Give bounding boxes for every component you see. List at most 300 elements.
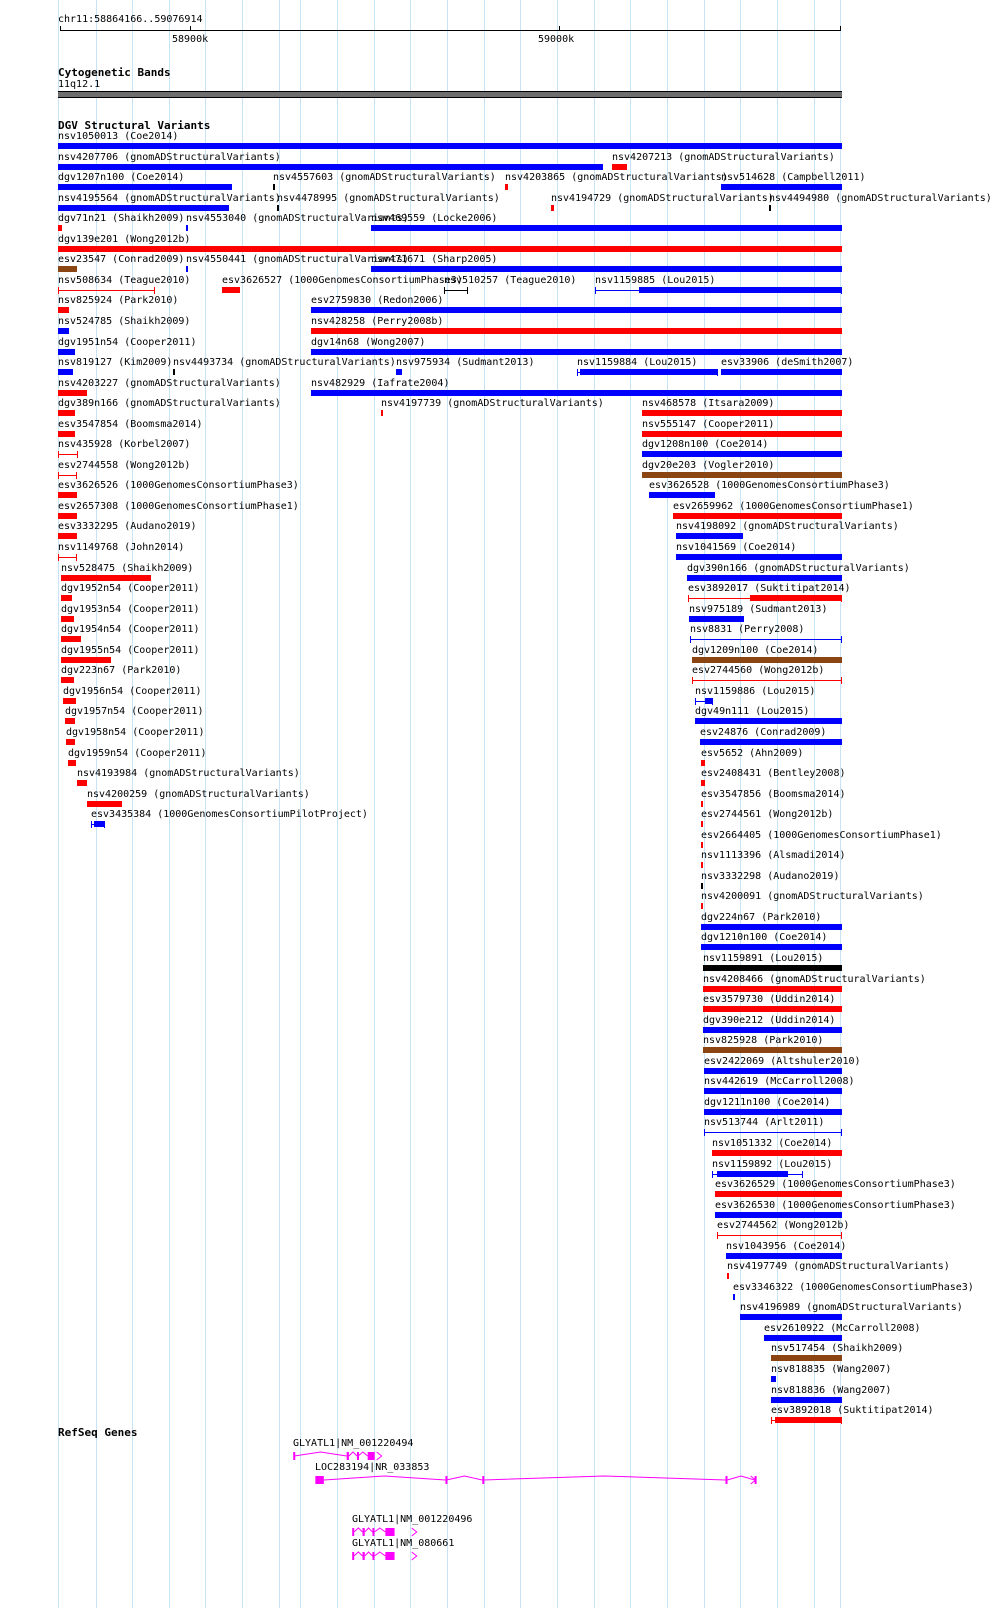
variant-line xyxy=(58,475,77,476)
variant-endcap xyxy=(712,1171,713,1178)
variant-label: esv24876 (Conrad2009) xyxy=(700,727,827,738)
variant-label: nsv482929 (Iafrate2004) xyxy=(311,378,450,389)
variant-bar xyxy=(222,287,240,293)
variant-bar xyxy=(715,1212,842,1218)
variant-bar xyxy=(642,451,842,457)
variant-label: esv3435384 (1000GenomesConsortiumPilotProject) xyxy=(91,809,368,820)
variant-bar xyxy=(704,1088,842,1094)
strand-arrow xyxy=(412,1528,417,1536)
variant-endcap xyxy=(467,287,468,294)
band-label: 11q12.1 xyxy=(58,79,101,90)
variant-endcap xyxy=(77,451,78,458)
variant-endcap xyxy=(802,1171,803,1178)
variant-bar xyxy=(612,164,627,170)
variant-endcap xyxy=(690,636,691,643)
variant-label: nsv1159891 (Lou2015) xyxy=(703,953,824,964)
variant-label: nsv4193984 (gnomADStructuralVariants) xyxy=(77,768,300,779)
variant-bar xyxy=(63,698,76,704)
variant-label: nsv4200259 (gnomADStructuralVariants) xyxy=(87,789,310,800)
variant-label: dgv1211n100 (Coe2014) xyxy=(704,1097,831,1108)
variant-label: esv3547854 (Boomsma2014) xyxy=(58,419,203,430)
variant-bar xyxy=(712,1150,842,1156)
variant-bar xyxy=(68,760,76,766)
ruler-tick-label: 59000k xyxy=(538,34,575,45)
variant-bar xyxy=(58,307,69,313)
intron xyxy=(447,1476,483,1480)
variant-label: esv2657308 (1000GenomesConsortiumPhase1) xyxy=(58,501,299,512)
variant-bar xyxy=(311,307,842,313)
grid-line xyxy=(594,0,595,1608)
exon xyxy=(372,1528,374,1536)
grid-line xyxy=(557,0,558,1608)
variant-bar xyxy=(87,801,122,807)
variant-bar xyxy=(273,184,275,190)
variant-bar xyxy=(703,1047,842,1053)
ruler-tick xyxy=(559,26,560,31)
variant-bar xyxy=(703,1006,842,1012)
gene-label[interactable]: GLYATL1|NM_080661 xyxy=(352,1538,455,1549)
variant-bar xyxy=(58,369,73,375)
variant-label: nsv1041569 (Coe2014) xyxy=(676,542,797,553)
variant-bar xyxy=(65,718,75,724)
variant-label: nsv4197749 (gnomADStructuralVariants) xyxy=(727,1261,950,1272)
variant-label: nsv1159885 (Lou2015) xyxy=(595,275,716,286)
variant-bar xyxy=(687,575,842,581)
variant-bar xyxy=(551,205,554,211)
variant-bar xyxy=(58,246,842,252)
variant-endcap xyxy=(595,287,596,294)
variant-bar xyxy=(769,205,771,211)
variant-label: dgv224n67 (Park2010) xyxy=(701,912,822,923)
variant-bar xyxy=(505,184,508,190)
variant-bar xyxy=(61,657,111,663)
variant-label: esv2744558 (Wong2012b) xyxy=(58,460,191,471)
variant-label: dgv390n166 (gnomADStructuralVariants) xyxy=(687,563,910,574)
variant-label: nsv818836 (Wang2007) xyxy=(771,1385,892,1396)
gene-label[interactable]: LOC283194|NR_033853 xyxy=(315,1462,430,1473)
exon xyxy=(315,1476,323,1484)
variant-bar xyxy=(701,944,842,950)
cytoband-bar[interactable] xyxy=(58,91,842,98)
variant-label: dgv1207n100 (Coe2014) xyxy=(58,172,185,183)
variant-endcap xyxy=(154,287,155,294)
variant-bar xyxy=(186,266,188,272)
variant-bar xyxy=(94,821,105,827)
variant-bar xyxy=(61,595,72,601)
variant-label: esv3626528 (1000GenomesConsortiumPhase3) xyxy=(649,480,890,491)
variant-label: nsv471671 (Sharp2005) xyxy=(371,254,498,265)
variant-label: esv2659962 (1000GenomesConsortiumPhase1) xyxy=(673,501,914,512)
variant-bar xyxy=(186,225,188,231)
variant-label: dgv1957n54 (Cooper2011) xyxy=(65,706,204,717)
variant-label: dgv1210n100 (Coe2014) xyxy=(701,932,828,943)
variant-label: nsv4208466 (gnomADStructuralVariants) xyxy=(703,974,926,985)
intron xyxy=(483,1476,725,1480)
variant-endcap xyxy=(712,698,713,705)
variant-label: esv5652 (Ahn2009) xyxy=(701,748,804,759)
grid-line xyxy=(704,0,705,1608)
variant-label: esv3547856 (Boomsma2014) xyxy=(701,789,846,800)
ruler-tick xyxy=(840,26,841,31)
variant-bar xyxy=(61,616,74,622)
variant-label: nsv4197739 (gnomADStructuralVariants) xyxy=(381,398,604,409)
variant-label: nsv1051332 (Coe2014) xyxy=(712,1138,833,1149)
variant-bar xyxy=(701,780,705,786)
variant-label: nsv4194729 (gnomADStructuralVariants) xyxy=(551,193,774,204)
exon xyxy=(357,1452,359,1460)
exon xyxy=(352,1552,354,1560)
grid-line xyxy=(300,0,301,1608)
variant-label: esv2744561 (Wong2012b) xyxy=(701,809,834,820)
variant-label: dgv1958n54 (Cooper2011) xyxy=(66,727,205,738)
variant-label: esv3332295 (Audano2019) xyxy=(58,521,197,532)
variant-label: esv2744562 (Wong2012b) xyxy=(717,1220,850,1231)
variant-endcap xyxy=(688,595,689,602)
intron xyxy=(349,1452,357,1456)
variant-bar xyxy=(715,1191,842,1197)
intron xyxy=(324,1476,446,1480)
variant-bar xyxy=(311,349,842,355)
variant-label: nsv510257 (Teague2010) xyxy=(444,275,577,286)
exon xyxy=(482,1476,484,1484)
variant-label: nsv1159892 (Lou2015) xyxy=(712,1159,833,1170)
variant-line xyxy=(58,454,78,455)
gene-model[interactable] xyxy=(352,1552,416,1560)
track-title: DGV Structural Variants xyxy=(58,119,211,132)
gene-label[interactable]: GLYATL1|NM_001220496 xyxy=(352,1514,473,1525)
grid-line xyxy=(667,0,668,1608)
exon xyxy=(363,1552,365,1560)
intron xyxy=(294,1452,346,1456)
variant-label: nsv4494980 (gnomADStructuralVariants) xyxy=(769,193,992,204)
variant-label: dgv1209n100 (Coe2014) xyxy=(692,645,819,656)
variant-bar xyxy=(61,575,151,581)
variant-label: nsv514628 (Campbell2011) xyxy=(721,172,866,183)
variant-bar xyxy=(277,205,279,211)
variant-bar xyxy=(733,1294,735,1300)
variant-label: esv3626527 (1000GenomesConsortiumPhase3) xyxy=(222,275,463,286)
variant-label: nsv3332298 (Audano2019) xyxy=(701,871,840,882)
variant-label: dgv14n68 (Wong2007) xyxy=(311,337,426,348)
variant-label: nsv4200091 (gnomADStructuralVariants) xyxy=(701,891,924,902)
variant-label: nsv4478995 (gnomADStructuralVariants) xyxy=(277,193,500,204)
variant-bar xyxy=(727,1273,729,1279)
variant-label: nsv524785 (Shaikh2009) xyxy=(58,316,191,327)
variant-endcap xyxy=(841,1129,842,1136)
variant-label: nsv825924 (Park2010) xyxy=(58,295,179,306)
variant-label: esv3892018 (Suktitipat2014) xyxy=(771,1405,934,1416)
intron xyxy=(354,1528,362,1532)
variant-line xyxy=(704,1132,842,1133)
variant-bar xyxy=(58,390,87,396)
variant-label: esv2759830 (Redon2006) xyxy=(311,295,444,306)
variant-label: nsv825928 (Park2010) xyxy=(703,1035,824,1046)
variant-bar xyxy=(642,431,842,437)
variant-label: dgv71n21 (Shaikh2009) xyxy=(58,213,185,224)
variant-label: nsv1113396 (Alsmadi2014) xyxy=(701,850,846,861)
variant-endcap xyxy=(91,821,92,828)
variant-bar xyxy=(58,205,229,211)
variant-label: dgv1951n54 (Cooper2011) xyxy=(58,337,197,348)
variant-bar xyxy=(58,328,69,334)
variant-bar xyxy=(775,1417,842,1423)
gene-label[interactable]: GLYATL1|NM_001220494 xyxy=(293,1438,414,1449)
intron xyxy=(354,1552,362,1556)
exon xyxy=(347,1452,349,1460)
variant-bar xyxy=(695,718,842,724)
intron xyxy=(727,1476,754,1480)
grid-line xyxy=(337,0,338,1608)
variant-bar xyxy=(649,492,715,498)
variant-bar xyxy=(58,184,232,190)
variant-label: nsv442619 (McCarroll2008) xyxy=(704,1076,855,1087)
variant-line xyxy=(444,290,468,291)
variant-label: nsv4493734 (gnomADStructuralVariants) xyxy=(173,357,396,368)
variant-bar xyxy=(58,266,77,272)
intron xyxy=(365,1552,373,1556)
variant-endcap xyxy=(577,369,578,376)
variant-label: dgv1952n54 (Cooper2011) xyxy=(61,583,200,594)
variant-bar xyxy=(701,760,705,766)
variant-bar xyxy=(701,862,703,868)
ruler-tick-label: 58900k xyxy=(172,34,209,45)
variant-line xyxy=(58,557,77,558)
exon xyxy=(385,1528,394,1536)
variant-label: esv3579730 (Uddin2014) xyxy=(703,994,836,1005)
variant-label: nsv818835 (Wang2007) xyxy=(771,1364,892,1375)
variant-endcap xyxy=(58,451,59,458)
variant-bar xyxy=(692,657,842,663)
ruler-axis xyxy=(60,30,840,31)
variant-bar xyxy=(701,903,703,909)
exon xyxy=(368,1452,375,1460)
variant-label: dgv1955n54 (Cooper2011) xyxy=(61,645,200,656)
variant-label: nsv513744 (Arlt2011) xyxy=(704,1117,825,1128)
variant-bar xyxy=(58,164,603,170)
variant-bar xyxy=(701,842,703,848)
variant-endcap xyxy=(692,677,693,684)
variant-bar xyxy=(642,472,842,478)
grid-line xyxy=(484,0,485,1608)
variant-bar xyxy=(701,883,703,889)
variant-label: nsv4196989 (gnomADStructuralVariants) xyxy=(740,1302,963,1313)
variant-bar xyxy=(58,533,77,539)
variant-label: nsv975189 (Sudmant2013) xyxy=(689,604,828,615)
strand-arrow xyxy=(412,1552,417,1560)
track-title: RefSeq Genes xyxy=(58,1426,138,1439)
gene-model[interactable] xyxy=(352,1528,416,1536)
variant-label: esv2744560 (Wong2012b) xyxy=(692,665,825,676)
variant-bar xyxy=(750,595,842,601)
variant-label: nsv4207706 (gnomADStructuralVariants) xyxy=(58,152,281,163)
variant-bar xyxy=(703,1027,842,1033)
variant-endcap xyxy=(58,472,59,479)
exon xyxy=(363,1528,365,1536)
gene-model[interactable] xyxy=(293,1452,381,1460)
variant-label: esv33906 (deSmith2007) xyxy=(721,357,854,368)
variant-bar xyxy=(58,410,75,416)
variant-bar xyxy=(701,821,703,827)
track-title: Cytogenetic Bands xyxy=(58,66,171,79)
variant-bar xyxy=(311,390,842,396)
variant-endcap xyxy=(841,1232,842,1239)
variant-label: dgv390e212 (Uddin2014) xyxy=(703,1015,836,1026)
variant-label: nsv1149768 (John2014) xyxy=(58,542,185,553)
exon xyxy=(372,1552,374,1560)
variant-endcap xyxy=(58,554,59,561)
variant-label: nsv435928 (Korbel2007) xyxy=(58,439,191,450)
variant-bar xyxy=(740,1314,842,1320)
variant-label: nsv819127 (Kim2009) xyxy=(58,357,173,368)
variant-bar xyxy=(721,184,842,190)
ruler-tick xyxy=(60,26,61,31)
variant-bar xyxy=(701,924,842,930)
variant-label: nsv1159884 (Lou2015) xyxy=(577,357,698,368)
variant-label: esv2664405 (1000GenomesConsortiumPhase1) xyxy=(701,830,942,841)
variant-bar xyxy=(58,225,62,231)
variant-label: nsv4203865 (gnomADStructuralVariants) xyxy=(505,172,728,183)
variant-bar xyxy=(701,801,703,807)
variant-bar xyxy=(771,1397,842,1403)
grid-line xyxy=(740,0,741,1608)
variant-bar xyxy=(700,739,842,745)
variant-bar xyxy=(58,349,75,355)
variant-bar xyxy=(371,225,842,231)
variant-bar xyxy=(764,1335,842,1341)
grid-line xyxy=(520,0,521,1608)
variant-label: nsv517454 (Shaikh2009) xyxy=(771,1343,904,1354)
variant-endcap xyxy=(76,554,77,561)
variant-label: nsv4203227 (gnomADStructuralVariants) xyxy=(58,378,281,389)
grid-line xyxy=(279,0,280,1608)
variant-bar xyxy=(371,266,842,272)
variant-bar xyxy=(580,369,718,375)
exon xyxy=(445,1476,447,1484)
variant-bar xyxy=(673,513,842,519)
variant-bar xyxy=(726,1253,842,1259)
variant-label: esv3626529 (1000GenomesConsortiumPhase3) xyxy=(715,1179,956,1190)
variant-label: esv3892017 (Suktitipat2014) xyxy=(688,583,851,594)
refseq-gene-models xyxy=(0,1450,890,1608)
intron xyxy=(358,1452,368,1456)
variant-bar xyxy=(704,1068,842,1074)
variant-bar xyxy=(705,698,712,704)
variant-label: nsv4195564 (gnomADStructuralVariants) xyxy=(58,193,281,204)
variant-label: nsv555147 (Cooper2011) xyxy=(642,419,775,430)
variant-label: dgv1208n100 (Coe2014) xyxy=(642,439,769,450)
variant-label: dgv20e203 (Vogler2010) xyxy=(642,460,775,471)
intron xyxy=(365,1528,373,1532)
variant-label: nsv975934 (Sudmant2013) xyxy=(396,357,535,368)
variant-label: nsv1043956 (Coe2014) xyxy=(726,1241,847,1252)
variant-label: nsv8831 (Perry2008) xyxy=(690,624,805,635)
variant-label: nsv468578 (Itsara2009) xyxy=(642,398,775,409)
variant-bar xyxy=(61,677,74,683)
variant-label: dgv49n111 (Lou2015) xyxy=(695,706,810,717)
variant-bar xyxy=(58,513,77,519)
variant-bar xyxy=(717,1171,788,1177)
gene-model[interactable] xyxy=(315,1476,756,1484)
variant-endcap xyxy=(76,472,77,479)
ruler-tick xyxy=(190,26,191,31)
exon xyxy=(352,1528,354,1536)
variant-bar xyxy=(61,636,81,642)
grid-line xyxy=(630,0,631,1608)
variant-label: nsv4553040 (gnomADStructuralVariants) xyxy=(186,213,409,224)
variant-label: esv2408431 (Bentley2008) xyxy=(701,768,846,779)
variant-endcap xyxy=(717,1232,718,1239)
variant-endcap xyxy=(841,677,842,684)
intron xyxy=(374,1528,385,1532)
variant-label: dgv389n166 (gnomADStructuralVariants) xyxy=(58,398,281,409)
variant-label: esv3626530 (1000GenomesConsortiumPhase3) xyxy=(715,1200,956,1211)
variant-bar xyxy=(703,986,842,992)
variant-bar xyxy=(58,431,75,437)
variant-bar xyxy=(58,143,842,149)
variant-line xyxy=(717,1235,842,1236)
variant-bar xyxy=(704,1109,842,1115)
variant-line xyxy=(58,290,155,291)
variant-label: nsv4550441 (gnomADStructuralVariants) xyxy=(186,254,409,265)
variant-label: nsv428258 (Perry2008b) xyxy=(311,316,444,327)
variant-bar xyxy=(381,410,383,416)
variant-label: esv3346322 (1000GenomesConsortiumPhase3) xyxy=(733,1282,974,1293)
variant-bar xyxy=(66,739,75,745)
variant-label: esv3626526 (1000GenomesConsortiumPhase3) xyxy=(58,480,299,491)
variant-label: nsv4557603 (gnomADStructuralVariants) xyxy=(273,172,496,183)
variant-label: dgv1956n54 (Cooper2011) xyxy=(63,686,202,697)
grid-line xyxy=(374,0,375,1608)
variant-endcap xyxy=(695,698,696,705)
variant-label: nsv1159886 (Lou2015) xyxy=(695,686,816,697)
variant-label: nsv4207213 (gnomADStructuralVariants) xyxy=(612,152,835,163)
variant-label: nsv528475 (Shaikh2009) xyxy=(61,563,194,574)
strand-arrow xyxy=(377,1452,382,1460)
variant-line xyxy=(692,680,842,681)
variant-bar xyxy=(771,1355,842,1361)
variant-bar xyxy=(311,328,842,334)
variant-bar xyxy=(703,965,842,971)
variant-endcap xyxy=(704,1129,705,1136)
variant-bar xyxy=(173,369,175,375)
exon xyxy=(293,1452,295,1460)
variant-bar xyxy=(396,369,402,375)
variant-bar xyxy=(58,492,77,498)
variant-bar xyxy=(721,369,842,375)
exon xyxy=(725,1476,727,1484)
variant-endcap xyxy=(444,287,445,294)
grid-line xyxy=(447,0,448,1608)
variant-label: esv23547 (Conrad2009) xyxy=(58,254,185,265)
variant-bar xyxy=(77,780,87,786)
variant-label: esv2610922 (McCarroll2008) xyxy=(764,1323,921,1334)
variant-bar xyxy=(771,1376,776,1382)
variant-bar xyxy=(642,410,842,416)
exon xyxy=(385,1552,394,1560)
variant-label: dgv1954n54 (Cooper2011) xyxy=(61,624,200,635)
variant-bar xyxy=(639,287,842,293)
variant-label: nsv4198092 (gnomADStructuralVariants) xyxy=(676,521,899,532)
grid-line xyxy=(205,0,206,1608)
variant-label: dgv223n67 (Park2010) xyxy=(61,665,182,676)
grid-line xyxy=(242,0,243,1608)
variant-label: dgv139e201 (Wong2012b) xyxy=(58,234,191,245)
ruler-position: chr11:58864166..59076914 xyxy=(58,14,203,25)
variant-label: dgv1959n54 (Cooper2011) xyxy=(68,748,207,759)
variant-label: dgv1953n54 (Cooper2011) xyxy=(61,604,200,615)
variant-label: nsv1050013 (Coe2014) xyxy=(58,131,179,142)
variant-label: nsv469559 (Locke2006) xyxy=(371,213,498,224)
